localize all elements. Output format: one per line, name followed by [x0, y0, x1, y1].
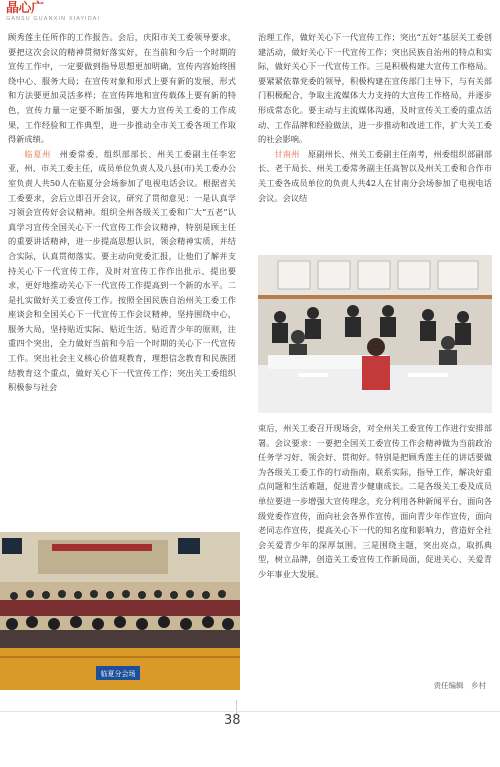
paragraph: [258, 147, 492, 205]
meeting-photo-linxia: [0, 532, 240, 690]
paragraph: [8, 147, 236, 395]
editor-credit: 责任编辑 乡村: [433, 681, 486, 690]
footer-divider: [0, 711, 500, 712]
meeting-photo-gannan: [258, 255, 492, 413]
paragraph: [8, 30, 236, 147]
right-column-bottom: [258, 421, 492, 582]
page-number: 38: [224, 713, 241, 728]
section-lead-region: 甘南州: [274, 148, 300, 159]
paragraph: [258, 30, 492, 147]
paragraph-text: 束后，州关工委召开现场会，对全州关工委宣传工作进行安排部署。会议要求：一要把全国关工委宣传工作会精神做为当前政治任务学习好、领会好、贯彻好。特别是把顾秀莲主任的讲话要做为各级关工委工作的行动指南，联系实际，指导工作，解决好重点问题和生活难题，促进青少健康成长。二是各级关工委及成员单位要进一步增强大宣传理念，充分利用各种新闻平台，面向各级党委作宣传，面向社会各界作宣传，面向青少年作宣传，面向老同志作宣传，提高关心下一代的知名度和影响力，营造好全社会关爱青少年的深厚氛围。三是围绕主题，突出亮点，取抓典型，树立品牌，创造关工委宣传工作新局面，促进关心、关爱青少年事业大发展。: [258, 423, 492, 579]
left-column: [8, 30, 236, 395]
paragraph-text: 原副州长、州关工委副主任南考，州委组织部副部长、老干局长、州关工委常务副主任高智以及州关工委和合作市关工委各成员单位的负责人共42人在甘南分会场参加了电视电话会议。会议结: [258, 148, 492, 203]
logo-subtitle: GANSU GUANXIN XIAYIDAI: [6, 16, 101, 22]
paragraph-text: 顾秀莲主任所作的工作报告。会后，庆阳市关工委领导要求，要把这次会议的精神贯彻好落实好，在当前和今后一个时期的宣传工作中，一定要做到指导思想更加明确，宣传内容始终围绕中心、服务大局；在宣传对象和形式上要有新的发展，形式和方法要更加灵活多样；在宣传阵地和宣传载体上要有新的特色，宣传力量一定要不断加强，要大力宣传关工委的工作成果，工作经验和工作典型，进一步推动全市关工委各项工作取得新成绩。: [8, 32, 236, 145]
section-lead-region: 临夏州: [24, 148, 51, 159]
logo-title: 晶心广: [6, 1, 44, 16]
right-column-top: [258, 30, 492, 205]
linxia-venue-sign: 临夏分会场: [100, 670, 136, 678]
paragraph-text: 州委常委、组织部部长、州关工委副主任李宏亚，州、市关工委主任，成员单位负责人及八县(市)关工委办公室负责人共50人在临夏分会场参加了电视电话会议。根据省关工委要求，会后立即召开会议，研究了贯彻意见：一是认真学习领会宣传好会议精神。组织全州各级关工委和广大“五老”认真学习宣传全国关心下一代宣传工作会议精神，特别是顾主任的重要讲话精神，进一步提高思想认识，领会精神实质，并结合实际，认真贯彻落实。要主动向党委汇报，让他们了解并支持关心下一代宣传工作，及时对宣传工作作出批示、提出要求，更好地推动关心下一代宣传工作提高到一个新的水平。二是扎实做好关工委宣传工作。按照全国民族自治州关工委工作座谈会和全国关心下一代宣传工作会议精神，坚持围绕中心，服务大局，坚持贴近实际、贴近生活、贴近青少年的原则，注重四个突出，全力做好当前和今后一个时期的关心下一代宣传工作。突出社会主义核心价值观教育，理想信念教育和民族团结教育这个重点，做好关心下一代宣传工作；突出关工委组织积极参与社会: [8, 148, 236, 393]
paragraph-text: 治理工作，做好关心下一代宣传工作；突出“五好”基层关工委创建活动，做好关心下一代宣传工作；突出民族自治州的特点和实际，做好关心下一代宣传工作。三是积极构建大宣传工作格局。要紧紧依靠党委的领导，积极构建在宣传部门主导下，与有关部门积极配合，争取主流媒体大力支持的大宣传工作格局，并逐步形成常态化。要主动与主流媒体沟通，及时宣传关工委的重点活动、工作品牌和经验做法，进一步推动和改进工作，扩大关工委的社会影响。: [258, 32, 492, 145]
paragraph: [258, 421, 492, 582]
magazine-logo: [6, 1, 101, 26]
